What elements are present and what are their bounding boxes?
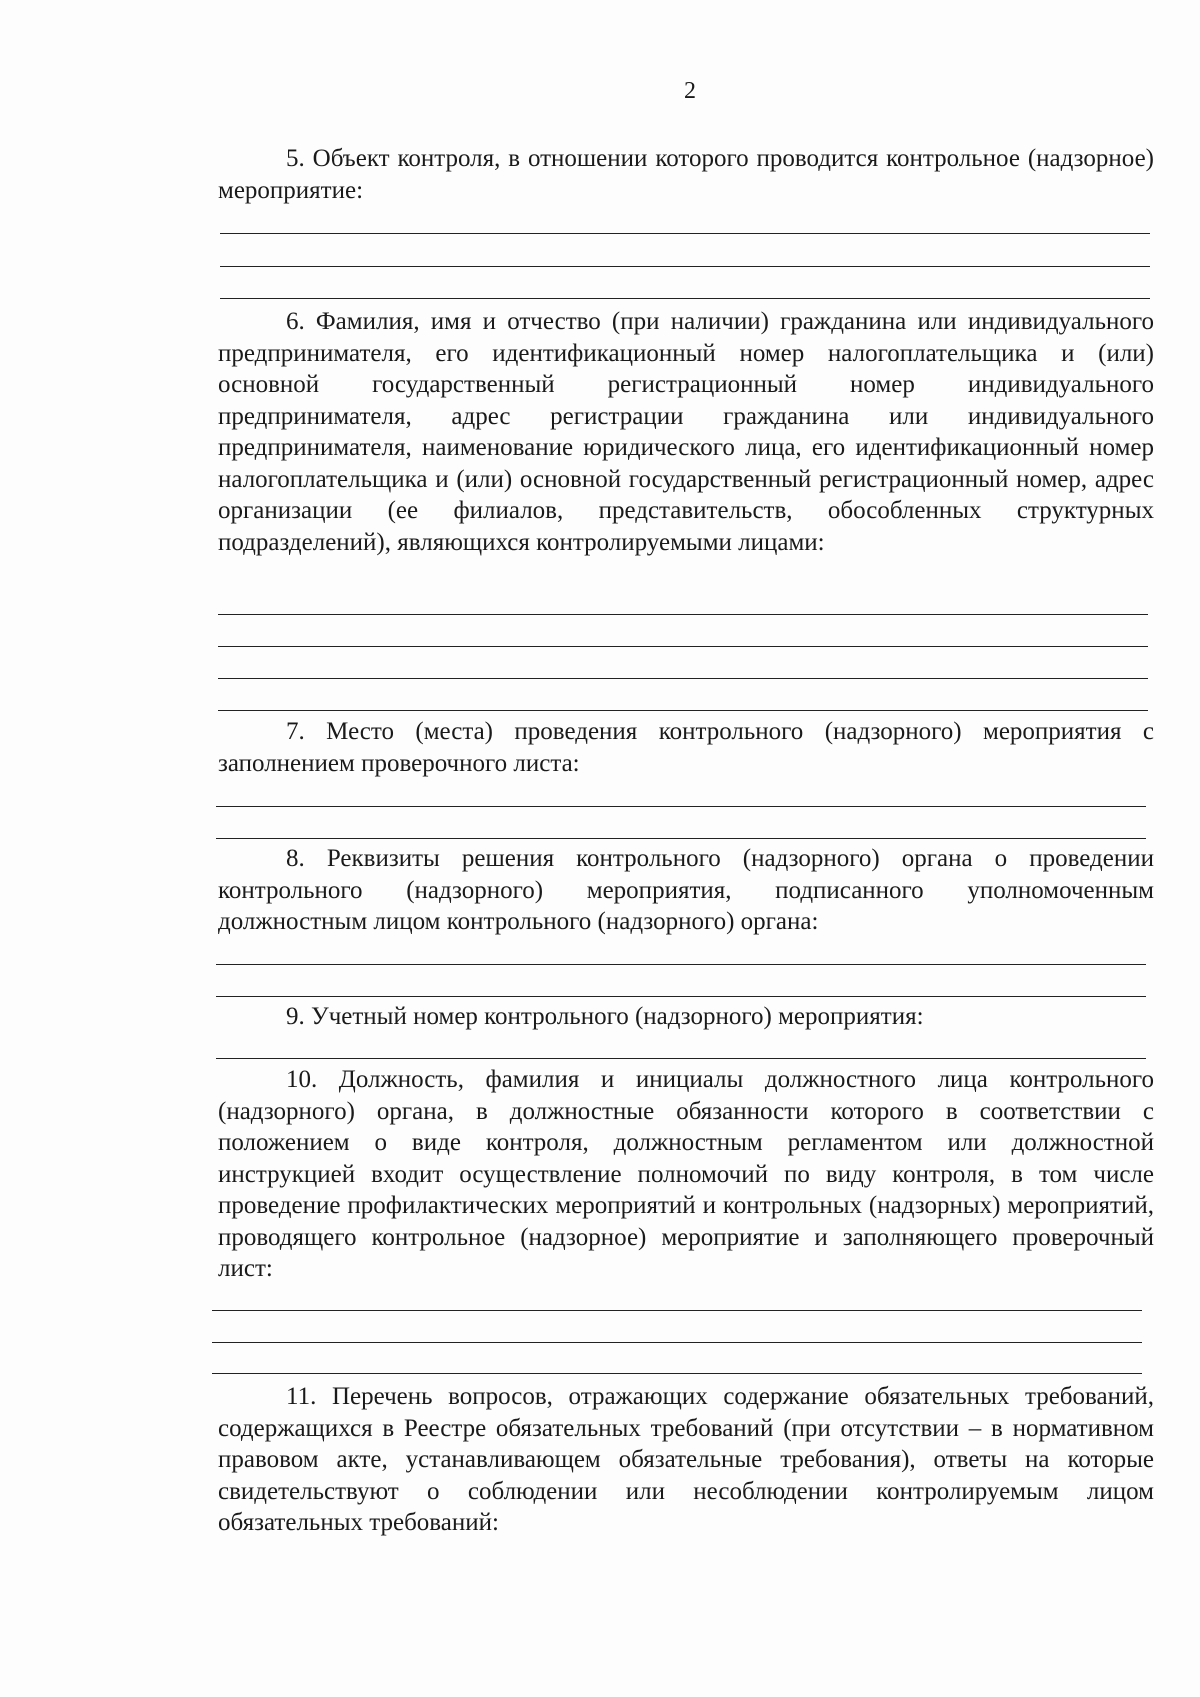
section-6 — [218, 306, 1154, 558]
fill-line-7-2 — [216, 838, 1146, 839]
fill-line-10-3 — [212, 1373, 1142, 1374]
section-11 — [218, 1381, 1154, 1539]
section-9 — [218, 1001, 1154, 1033]
fill-line-10-2 — [212, 1342, 1142, 1343]
fill-line-5-2 — [220, 266, 1150, 267]
fill-line-6-1 — [218, 614, 1148, 615]
section-7 — [218, 716, 1154, 779]
section-7-text: 7. Место (места) проведения контрольного (надзорного) мероприятия с заполнением проверочного листа: — [218, 718, 1154, 777]
fill-line-9-1 — [216, 1058, 1146, 1059]
fill-line-10-1 — [212, 1310, 1142, 1311]
page-number: 2 — [684, 78, 696, 104]
section-11-text: 11. Перечень вопросов, отражающих содержание обязательных требований, содержащихся в Реестре обязательных требований (при отсутствии – в нормативном правовом акте, устанавливающем обязательные требования), ответы на которые свидетельствуют о соблюдении или несоблюдении контролируемым лицом обязательных требований: — [218, 1383, 1154, 1536]
section-9-text: 9. Учетный номер контрольного (надзорного) мероприятия: — [286, 1003, 924, 1030]
section-8 — [218, 843, 1154, 938]
section-6-text: 6. Фамилия, имя и отчество (при наличии) гражданина или индивидуального предпринимателя, его идентификационный номер налогоплательщика и (или) основной государственный регистрационный номер индивидуального предпринимателя, адрес регистрации гражданина или индивидуального предпринимателя, наименование юридического лица, его идентификационный номер налогоплательщика и (или) основной государственный регистрационный номер, адрес организации (ее филиалов, представительств, обособленных структурных подразделений), являющихся контролируемыми лицами: — [218, 308, 1154, 556]
section-10-text: 10. Должность, фамилия и инициалы должностного лица контрольного (надзорного) органа, в должностные обязанности которого в соответствии с положением о виде контроля, должностным регламентом или должностной инструкцией входит осуществление полномочий по виду контроля, в том числе проведение профилактических мероприятий и контрольных (надзорных) мероприятий, проводящего контрольное (надзорное) мероприятие и заполняющего проверочный лист: — [218, 1066, 1154, 1282]
fill-line-6-3 — [218, 678, 1148, 679]
fill-line-5-3 — [220, 298, 1150, 299]
section-8-text: 8. Реквизиты решения контрольного (надзорного) органа о проведении контрольного (надзорного) мероприятия, подписанного уполномоченным должностным лицом контрольного (надзорного) органа: — [218, 845, 1154, 935]
fill-line-8-1 — [216, 964, 1146, 965]
section-10 — [218, 1064, 1154, 1285]
fill-line-5-1 — [220, 233, 1150, 234]
section-5 — [218, 143, 1154, 206]
fill-line-8-2 — [216, 996, 1146, 997]
fill-line-6-4 — [218, 710, 1148, 711]
fill-line-6-2 — [218, 646, 1148, 647]
section-5-text: 5. Объект контроля, в отношении которого проводится контрольное (надзорное) мероприятие: — [218, 145, 1154, 204]
fill-line-7-1 — [216, 806, 1146, 807]
